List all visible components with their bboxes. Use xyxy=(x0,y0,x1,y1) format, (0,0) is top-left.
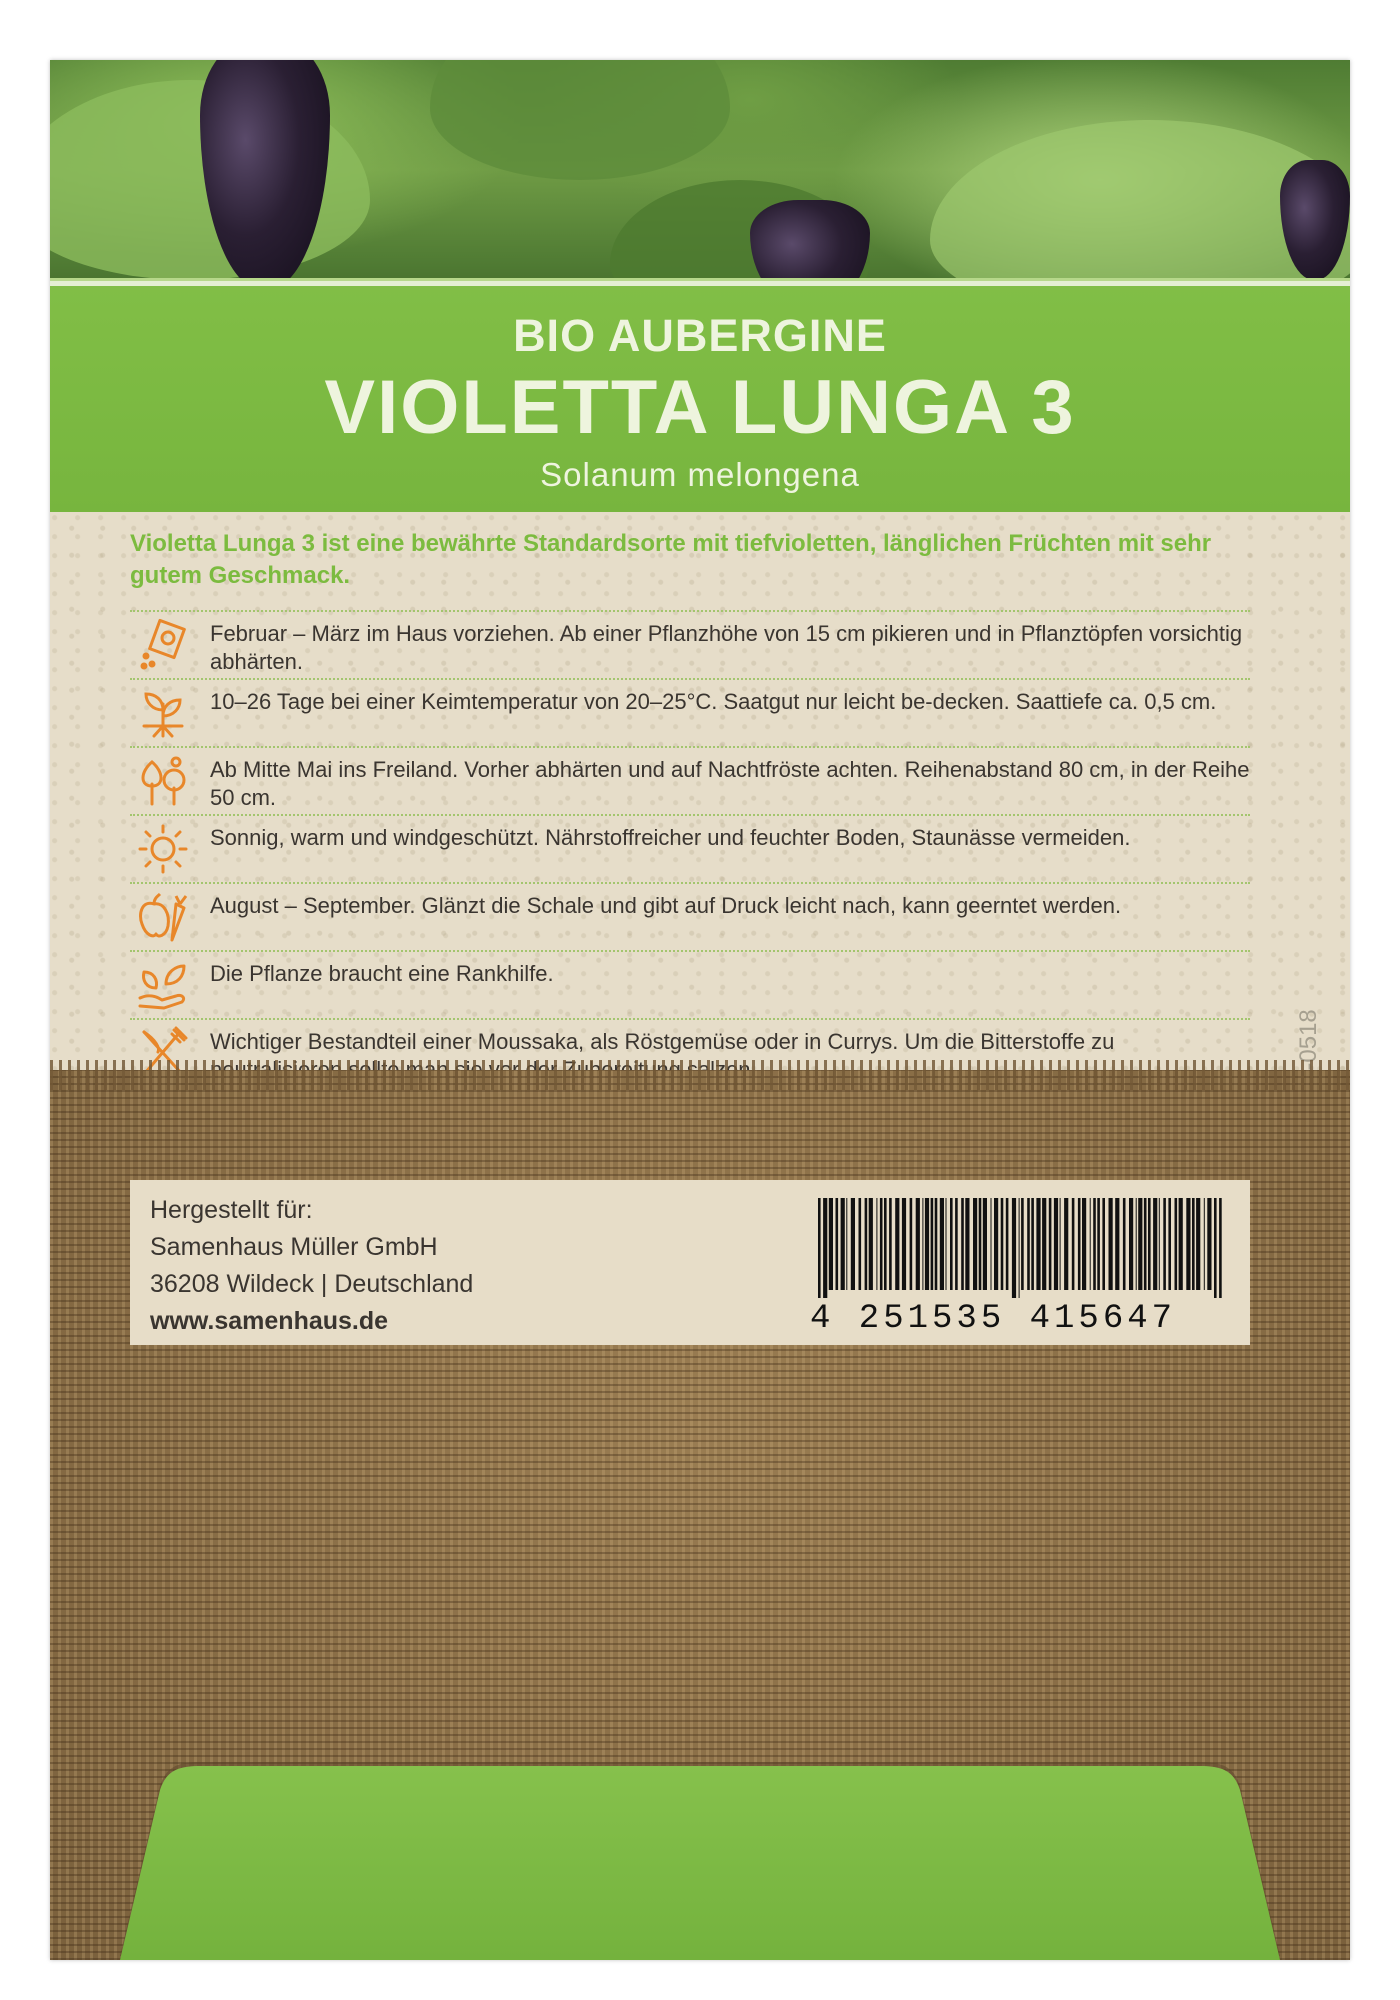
barcode-bar xyxy=(1027,1198,1030,1290)
barcode-bar xyxy=(1078,1198,1081,1290)
barcode-bar xyxy=(859,1198,862,1290)
packet-flap xyxy=(80,1760,1320,1960)
barcode-bar xyxy=(1148,1198,1151,1290)
barcode-bar xyxy=(818,1198,821,1298)
barcode-bar xyxy=(1006,1198,1009,1290)
seed-packet xyxy=(50,60,1350,1960)
barcode-bar xyxy=(1109,1198,1113,1290)
barcode-bar xyxy=(902,1198,906,1290)
title-band xyxy=(50,286,1350,512)
barcode-bar xyxy=(1021,1198,1024,1290)
barcode-bar xyxy=(991,1198,992,1290)
eggplant-fruit xyxy=(750,200,870,280)
list-item-text: 10–26 Tage bei einer Keimtemperatur von 20–25°C. Saatgut nur leicht be-decken. Saattiefe ca. 0,5 cm. xyxy=(210,689,1217,714)
maker-company: Samenhaus Müller GmbH xyxy=(150,1233,438,1261)
barcode-bar xyxy=(925,1198,929,1290)
barcode-bar xyxy=(1186,1198,1190,1290)
barcode-bar xyxy=(1214,1198,1217,1298)
barcode-bar xyxy=(1031,1198,1034,1290)
barcode-bar xyxy=(935,1198,938,1290)
barcode-bar xyxy=(1192,1198,1195,1290)
maker-address: 36208 Wildeck | Deutschland xyxy=(150,1270,474,1298)
barcode-bar xyxy=(955,1198,958,1290)
barcode-bar xyxy=(983,1198,987,1290)
barcode-bar xyxy=(1093,1198,1096,1290)
barcode-bar xyxy=(1012,1198,1016,1298)
barcode-bar xyxy=(1207,1198,1211,1290)
barcode-bar xyxy=(869,1198,873,1290)
barcode-bar xyxy=(884,1198,887,1290)
barcode-number: 4 251535 415647 xyxy=(810,1300,1177,1338)
burlap-fringe xyxy=(50,1060,1350,1090)
manufacturer-info xyxy=(150,1192,473,1340)
barcode-bar xyxy=(865,1198,868,1290)
instructions-panel xyxy=(50,512,1350,1132)
list-item-text: Sonnig, warm und windgeschützt. Nährstoffreicher und feuchter Boden, Staunässe vermeiden. xyxy=(210,825,1131,850)
list-item xyxy=(130,678,1250,746)
barcode-bar xyxy=(940,1198,944,1290)
barcode-bar xyxy=(1042,1198,1046,1290)
list-item-text: Februar – März im Haus vorziehen. Ab einer Pflanzhöhe von 15 cm pikieren und in Pflanztöpfen vorsichtig abhärten. xyxy=(210,621,1243,674)
barcode-bar xyxy=(889,1198,892,1290)
list-item xyxy=(130,950,1250,1018)
barcode-bar xyxy=(973,1198,977,1290)
barcode-bar xyxy=(1175,1198,1178,1290)
barcode-bar xyxy=(946,1198,947,1290)
barcode-bar xyxy=(1090,1198,1091,1290)
barcode xyxy=(810,1198,1230,1298)
barcode-bar xyxy=(1179,1198,1183,1290)
barcode-bar xyxy=(823,1198,827,1298)
barcode-bar xyxy=(1019,1198,1020,1298)
barcode-bar xyxy=(994,1198,998,1290)
barcode-bar xyxy=(1054,1198,1058,1290)
hand-leaf-icon xyxy=(136,958,190,1012)
list-item-text: August – September. Glänzt die Schale und gibt auf Druck leicht nach, kann geerntet werden. xyxy=(210,893,1122,918)
barcode-bar xyxy=(1136,1198,1137,1290)
barcode-bar xyxy=(1001,1198,1004,1290)
harvest-icon xyxy=(136,890,190,944)
barcode-bar xyxy=(961,1198,964,1290)
manufacturer-box xyxy=(130,1180,1250,1345)
barcode-bar xyxy=(846,1198,847,1290)
seedling-icon xyxy=(136,686,190,740)
barcode-bar xyxy=(916,1198,920,1290)
intro-text: Violetta Lunga 3 ist eine bewährte Standardsorte mit tiefvioletten, länglichen Früchten mit sehr gutem Geschmack. xyxy=(130,530,1212,589)
barcode-bar xyxy=(895,1198,899,1290)
barcode-bar xyxy=(876,1198,877,1290)
product-title: VIOLETTA LUNGA 3 xyxy=(324,365,1076,450)
barcode-bar xyxy=(1102,1198,1105,1290)
list-item xyxy=(130,746,1250,814)
barcode-bar xyxy=(1064,1198,1068,1290)
barcode-bar xyxy=(1196,1198,1200,1290)
barcode-bar xyxy=(1123,1198,1126,1290)
barcode-bar xyxy=(1060,1198,1061,1290)
barcode-bar xyxy=(1219,1198,1222,1298)
latin-name: Solanum melongena xyxy=(540,456,860,493)
seed-packet-icon xyxy=(136,618,190,672)
sun-icon xyxy=(136,822,190,876)
barcode-bar xyxy=(1204,1198,1205,1290)
list-item xyxy=(130,814,1250,882)
barcode-bar xyxy=(910,1198,913,1290)
barcode-bar xyxy=(1153,1198,1157,1290)
barcode-bar xyxy=(922,1198,923,1290)
barcode-bar xyxy=(1144,1198,1147,1290)
barcode-bar xyxy=(836,1198,839,1290)
barcode-bar xyxy=(1168,1198,1171,1290)
barcode-bar xyxy=(841,1198,845,1290)
barcode-bar xyxy=(950,1198,953,1290)
product-subtitle: BIO AUBERGINE xyxy=(513,310,887,361)
barcode-bar xyxy=(965,1198,969,1290)
list-item-text: Ab Mitte Mai ins Freiland. Vorher abhärten und auf Nachtfröste achten. Reihenabstand 80 cm, in der Reihe 50 cm. xyxy=(210,757,1250,810)
list-item-text: Die Pflanze braucht eine Rankhilfe. xyxy=(210,961,554,986)
list-item-text: Wichtiger Bestandteil einer Moussaka, als Röstgemüse oder in Currys. Um die Bitterstoffe zu xyxy=(210,1029,1115,1054)
barcode-bar xyxy=(1049,1198,1052,1290)
barcode-bar xyxy=(1115,1198,1119,1290)
barcode-bar xyxy=(1138,1198,1142,1290)
barcode-bar xyxy=(1163,1198,1166,1290)
instruction-list xyxy=(130,610,1250,1088)
barcode-bar xyxy=(1082,1198,1086,1290)
barcode-bar xyxy=(1036,1198,1040,1290)
barcode-bar xyxy=(880,1198,883,1290)
trees-icon xyxy=(136,754,190,808)
barcode-bar xyxy=(1072,1198,1075,1290)
maker-label: Hergestellt für: xyxy=(150,1196,313,1224)
eggplant-photo xyxy=(50,60,1350,280)
website-link[interactable]: www.samenhaus.de xyxy=(150,1307,389,1335)
barcode-bar xyxy=(1097,1198,1100,1290)
barcode-bar xyxy=(1129,1198,1133,1290)
barcode-bar xyxy=(851,1198,855,1290)
barcode-bar xyxy=(931,1198,934,1290)
barcode-bar xyxy=(979,1198,982,1290)
list-item xyxy=(130,882,1250,950)
list-item xyxy=(130,610,1250,678)
barcode-bar xyxy=(829,1198,833,1290)
barcode-bar xyxy=(1159,1198,1160,1290)
